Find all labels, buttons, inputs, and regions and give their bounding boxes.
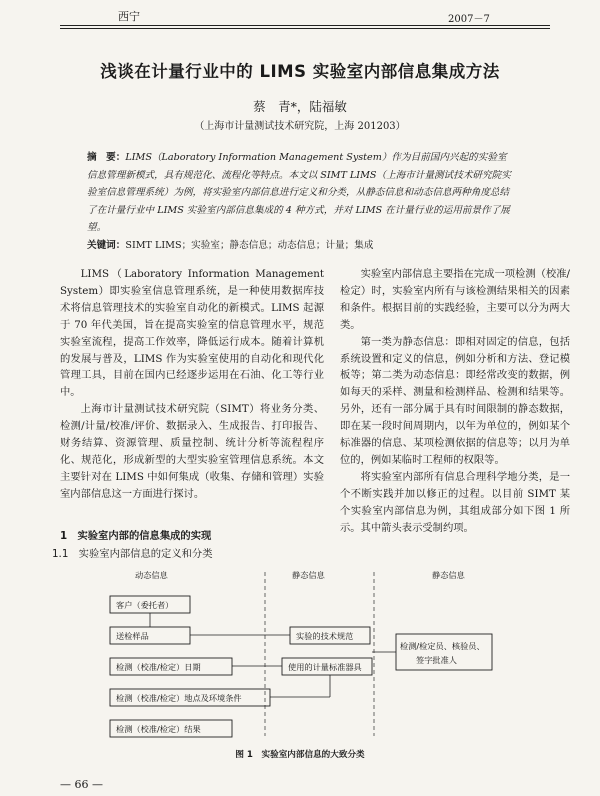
figure-1-diagram <box>60 568 550 738</box>
paper-title: 浅谈在计量行业中的 LIMS 实验室内部信息集成方法 <box>100 62 500 81</box>
keywords <box>87 237 515 254</box>
figure-box-label: 客户（委托者） <box>116 600 174 610</box>
figure-box-label: 使用的计量标准器具 <box>288 662 362 672</box>
figure-caption: 图 1 实验室内部信息的大致分类 <box>235 750 365 760</box>
paragraph: 上海市计量测试技术研究院（SIMT）将业务分类、检测/计量/校准/评价、数据录入、生成报告、打印报告、财务结算、资源管理、质量控制、统计分析等流程程序化、规范化，形成新型的大型实验室管理信息系统。本文主要针对在 LIMS 中如何集成（收集、存储和管理）实验室内部信息这一方面进行探讨。 <box>60 403 324 500</box>
affiliation: （上海市计量测试技术研究院，上海 201203） <box>194 121 406 132</box>
paragraph: 实验室内部信息主要指在完成一项检测（校准/检定）时，实验室内所有与该检测结果相关的因素和条件。根据目前的实践经验，主要可以分为两大类。 <box>340 268 570 331</box>
figure-box-label: 签字批准人 <box>416 655 457 665</box>
body-left-column <box>60 266 324 503</box>
figure-box-label: 检测（校准/检定）结果 <box>116 724 201 734</box>
header-rule-2 <box>60 28 550 29</box>
figure-box-label: 送检样品 <box>116 631 149 641</box>
paragraph: 第一类为静态信息：即相对固定的信息，包括系统设置和定义的信息，例如分析和方法、登记模板等；第二类为动态信息：即经常改变的数据，例如每天的采样、测量和检测样品、检测和结果等。另外，还有一部分属于具有时间限制的静态数据，即在某一段时间周期内，以年为单位的，例如某个标准器的信息、某项检测依据的信息等；以月为单位的，例如某临时工程师的权限等。 <box>340 335 570 466</box>
abstract-label: 摘 要： <box>87 152 126 163</box>
authors: 蔡 青*，陆福敏 <box>253 99 347 114</box>
paragraph: LIMS（Laboratory Information Management System）即实验室信息管理系统，是一种使用数据库技术将信息管理技术的实验室自动化的新模式。LIMS 起源于 70 年代美国，旨在提高实验室的信息管理水平，规范实验室流程，提高工作效率，降低运行成本。随着计算机的发展与普及，LIMS 作为实验室使用的自动化和现代化管理工具，目前在国内已经逐步运用在石油、化工等行业中。 <box>60 268 324 399</box>
subsection-heading: 1.1 实验室内部信息的定义和分类 <box>52 548 213 560</box>
keywords-text: SIMT LIMS；实验室；静态信息；动态信息；计量；集成 <box>125 240 374 251</box>
abstract <box>87 149 515 237</box>
page-number: — 66 — <box>60 778 103 791</box>
keywords-label: 关键词： <box>87 240 126 251</box>
figure-col-static: 静态信息 <box>292 570 325 580</box>
figure-box-label: 检测/检定员、核验员、 <box>400 641 485 651</box>
paragraph: 将实验室内部所有信息合理科学地分类，是一个不断实践并加以修正的过程。以目前 SIMT 某个实验室内部信息为例，其组成部分如下图 1 所示。其中箭头表示受制约项。 <box>340 470 570 534</box>
issue-date: 2007－7 <box>448 14 490 25</box>
figure-box-label: 检测（校准/检定）地点及环境条件 <box>116 693 242 703</box>
figure-box-label: 实验的技术规范 <box>296 631 354 641</box>
section-heading: 1 实验室内部的信息集成的实现 <box>60 530 212 542</box>
journal-name: 西宁 <box>118 10 140 23</box>
figure-box-label: 检测（校准/检定）日期 <box>116 662 201 672</box>
header-rule <box>60 25 550 26</box>
figure-col-other: 静态信息 <box>432 570 465 580</box>
abstract-text: LIMS（Laboratory Information Management System）作为目前国内兴起的实验室信息管理新模式，具有规范化、流程化等特点。本文以 SIMT LIMS（上海市计量测试技术研究院实验室信息管理系统）为例，将实验室内部信息进行定义和分类，从静态信息和动态信息两种角度总结了在计量行业中 LIMS 实验室内部信息集成的 4 种方式，并对 LIMS 在计量行业的运用前景作了展望。 <box>87 152 511 233</box>
body-right-column <box>340 266 570 537</box>
figure-col-dynamic: 动态信息 <box>135 570 168 580</box>
